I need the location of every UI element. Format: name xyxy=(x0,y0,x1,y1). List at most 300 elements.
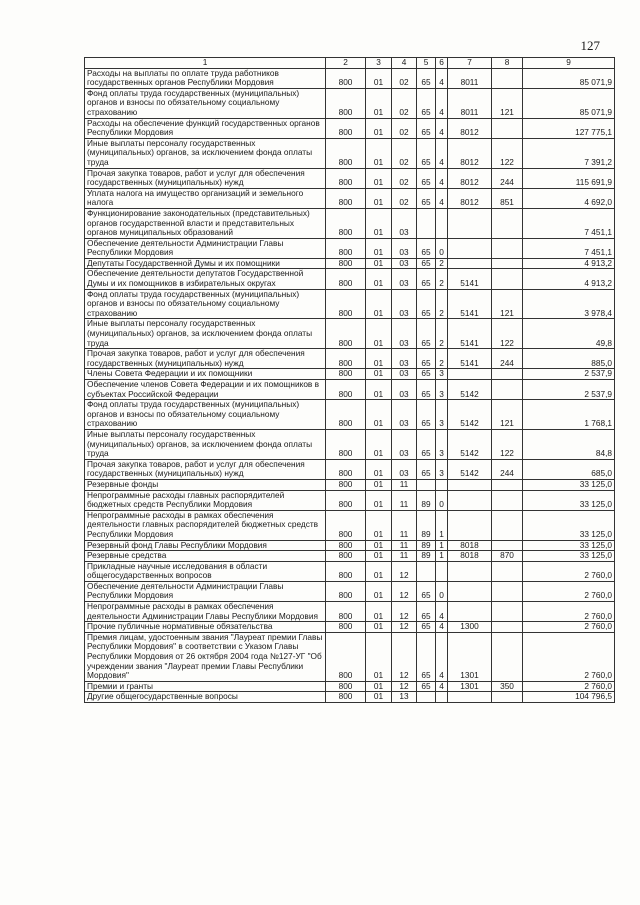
program-cell: 65 xyxy=(417,168,436,188)
row-name-cell: Обеспечение деятельности депутатов Государственной Думы и их помощников в избирательных округах xyxy=(85,269,326,289)
subprogram-cell: 0 xyxy=(436,490,448,510)
amount-cell: 85 071,9 xyxy=(523,68,615,88)
code-cell: 800 xyxy=(326,238,366,258)
code-cell: 800 xyxy=(326,289,366,319)
program-cell: 65 xyxy=(417,581,436,601)
expense-type-cell: 244 xyxy=(492,459,523,479)
code-cell: 800 xyxy=(326,88,366,118)
page-number: 127 xyxy=(580,38,600,53)
subsection-cell: 12 xyxy=(392,581,417,601)
subsection-cell: 02 xyxy=(392,168,417,188)
section-cell: 01 xyxy=(366,561,392,581)
code-cell: 800 xyxy=(326,258,366,269)
table-row xyxy=(85,349,615,369)
subprogram-cell: 4 xyxy=(436,632,448,681)
subprogram-cell: 2 xyxy=(436,258,448,269)
amount-cell: 33 125,0 xyxy=(523,551,615,562)
subprogram-cell xyxy=(436,561,448,581)
target-article-cell: 1301 xyxy=(448,632,492,681)
expense-type-cell xyxy=(492,490,523,510)
section-cell: 01 xyxy=(366,238,392,258)
amount-cell: 7 451,1 xyxy=(523,238,615,258)
expense-type-cell xyxy=(492,380,523,400)
target-article-cell: 5142 xyxy=(448,429,492,459)
code-cell: 800 xyxy=(326,581,366,601)
section-cell: 01 xyxy=(366,258,392,269)
subsection-cell: 13 xyxy=(392,692,417,703)
section-cell: 01 xyxy=(366,380,392,400)
section-cell: 01 xyxy=(366,622,392,633)
subprogram-cell: 4 xyxy=(436,88,448,118)
row-name-cell: Прикладные научные исследования в области общегосударственных вопросов xyxy=(85,561,326,581)
code-cell: 800 xyxy=(326,622,366,633)
subprogram-cell: 2 xyxy=(436,319,448,349)
subsection-cell: 11 xyxy=(392,540,417,551)
row-name-cell: Фонд оплаты труда государственных (муниципальных) органов и взносы по обязательному социальному страхованию xyxy=(85,88,326,118)
subsection-cell: 12 xyxy=(392,622,417,633)
table-row xyxy=(85,168,615,188)
expense-type-cell xyxy=(492,692,523,703)
code-cell: 800 xyxy=(326,380,366,400)
expense-type-cell: 122 xyxy=(492,429,523,459)
amount-cell: 4 913,2 xyxy=(523,258,615,269)
row-name-cell: Непрограммные расходы в рамках обеспечения деятельности главных распорядителей бюджетных средств Республики Мордовия xyxy=(85,510,326,540)
program-cell: 65 xyxy=(417,602,436,622)
row-name-cell: Резервные средства xyxy=(85,551,326,562)
program-cell: 65 xyxy=(417,349,436,369)
subsection-cell: 12 xyxy=(392,681,417,692)
code-cell: 800 xyxy=(326,459,366,479)
row-name-cell: Расходы на обеспечение функций государственных органов Республики Мордовия xyxy=(85,118,326,138)
amount-cell: 4 913,2 xyxy=(523,269,615,289)
subsection-cell: 03 xyxy=(392,400,417,430)
amount-cell: 2 537,9 xyxy=(523,380,615,400)
row-name-cell: Расходы на выплаты по оплате труда работников государственных органов Республики Мордовия xyxy=(85,68,326,88)
expense-type-cell xyxy=(492,238,523,258)
section-cell: 01 xyxy=(366,88,392,118)
program-cell: 65 xyxy=(417,68,436,88)
subsection-cell: 03 xyxy=(392,429,417,459)
header-cell: 1 xyxy=(85,58,326,69)
subprogram-cell: 1 xyxy=(436,551,448,562)
amount-cell: 84,8 xyxy=(523,429,615,459)
subprogram-cell: 0 xyxy=(436,238,448,258)
subprogram-cell: 2 xyxy=(436,269,448,289)
subprogram-cell: 4 xyxy=(436,138,448,168)
subsection-cell: 02 xyxy=(392,68,417,88)
subprogram-cell: 0 xyxy=(436,581,448,601)
expense-type-cell xyxy=(492,632,523,681)
subsection-cell: 11 xyxy=(392,490,417,510)
section-cell: 01 xyxy=(366,168,392,188)
row-name-cell: Непрограммные расходы главных распорядителей бюджетных средств Республики Мордовия xyxy=(85,490,326,510)
target-article-cell: 5141 xyxy=(448,319,492,349)
row-name-cell: Уплата налога на имущество организаций и земельного налога xyxy=(85,188,326,208)
section-cell: 01 xyxy=(366,692,392,703)
target-article-cell xyxy=(448,238,492,258)
table-row xyxy=(85,681,615,692)
section-cell: 01 xyxy=(366,400,392,430)
header-cell: 9 xyxy=(523,58,615,69)
subsection-cell: 03 xyxy=(392,269,417,289)
code-cell: 800 xyxy=(326,349,366,369)
code-cell: 800 xyxy=(326,602,366,622)
header-cell: 7 xyxy=(448,58,492,69)
amount-cell: 104 796,5 xyxy=(523,692,615,703)
expense-type-cell xyxy=(492,479,523,490)
expense-type-cell: 122 xyxy=(492,319,523,349)
target-article-cell xyxy=(448,479,492,490)
target-article-cell: 8018 xyxy=(448,540,492,551)
header-cell: 3 xyxy=(366,58,392,69)
code-cell: 800 xyxy=(326,551,366,562)
table-row xyxy=(85,258,615,269)
section-cell: 01 xyxy=(366,188,392,208)
expense-type-cell xyxy=(492,602,523,622)
program-cell: 65 xyxy=(417,238,436,258)
target-article-cell: 8012 xyxy=(448,168,492,188)
subsection-cell: 03 xyxy=(392,289,417,319)
target-article-cell: 8012 xyxy=(448,188,492,208)
table-row xyxy=(85,632,615,681)
table-row xyxy=(85,459,615,479)
expense-type-cell: 122 xyxy=(492,138,523,168)
table-row xyxy=(85,88,615,118)
code-cell: 800 xyxy=(326,510,366,540)
table-row xyxy=(85,188,615,208)
table-row xyxy=(85,289,615,319)
section-cell: 01 xyxy=(366,208,392,238)
target-article-cell xyxy=(448,258,492,269)
header-cell: 6 xyxy=(436,58,448,69)
row-name-cell: Иные выплаты персоналу государственных (муниципальных) органов, за исключением фонда оплаты труда xyxy=(85,138,326,168)
target-article-cell: 5142 xyxy=(448,400,492,430)
subsection-cell: 03 xyxy=(392,319,417,349)
amount-cell: 33 125,0 xyxy=(523,479,615,490)
header-cell: 5 xyxy=(417,58,436,69)
table-row xyxy=(85,561,615,581)
amount-cell: 7 391,2 xyxy=(523,138,615,168)
row-name-cell: Прочая закупка товаров, работ и услуг для обеспечения государственных (муниципальных) нужд xyxy=(85,168,326,188)
target-article-cell xyxy=(448,561,492,581)
expense-type-cell xyxy=(492,510,523,540)
amount-cell: 127 775,1 xyxy=(523,118,615,138)
program-cell: 65 xyxy=(417,380,436,400)
expense-type-cell xyxy=(492,561,523,581)
program-cell: 89 xyxy=(417,490,436,510)
amount-cell: 2 537,9 xyxy=(523,369,615,380)
code-cell: 800 xyxy=(326,319,366,349)
target-article-cell xyxy=(448,692,492,703)
target-article-cell: 8011 xyxy=(448,68,492,88)
program-cell: 65 xyxy=(417,118,436,138)
expense-type-cell xyxy=(492,581,523,601)
table-row xyxy=(85,208,615,238)
section-cell: 01 xyxy=(366,602,392,622)
code-cell: 800 xyxy=(326,138,366,168)
subprogram-cell: 4 xyxy=(436,622,448,633)
subsection-cell: 03 xyxy=(392,380,417,400)
amount-cell: 2 760,0 xyxy=(523,632,615,681)
program-cell: 65 xyxy=(417,400,436,430)
subprogram-cell: 3 xyxy=(436,429,448,459)
code-cell: 800 xyxy=(326,269,366,289)
row-name-cell: Фонд оплаты труда государственных (муниципальных) органов и взносы по обязательному социальному страхованию xyxy=(85,400,326,430)
code-cell: 800 xyxy=(326,632,366,681)
row-name-cell: Премия лицам, удостоенным звания "Лауреат премии Главы Республики Мордовия" в соответствии с Указом Главы Республики Мордовия от 26 октября 2004 года №127-УГ "Об учреждении звания "Лауреат премии Главы Республики Мордовия" xyxy=(85,632,326,681)
code-cell: 800 xyxy=(326,208,366,238)
program-cell xyxy=(417,561,436,581)
program-cell: 65 xyxy=(417,88,436,118)
expense-type-cell: 244 xyxy=(492,168,523,188)
table-row xyxy=(85,238,615,258)
subprogram-cell: 2 xyxy=(436,289,448,319)
row-name-cell: Премии и гранты xyxy=(85,681,326,692)
target-article-cell: 5141 xyxy=(448,289,492,319)
subprogram-cell: 2 xyxy=(436,349,448,369)
subsection-cell: 12 xyxy=(392,632,417,681)
target-article-cell xyxy=(448,602,492,622)
code-cell: 800 xyxy=(326,168,366,188)
row-name-cell: Резервный фонд Главы Республики Мордовия xyxy=(85,540,326,551)
amount-cell: 2 760,0 xyxy=(523,561,615,581)
expense-type-cell xyxy=(492,208,523,238)
expense-type-cell: 244 xyxy=(492,349,523,369)
target-article-cell: 8018 xyxy=(448,551,492,562)
amount-cell: 85 071,9 xyxy=(523,88,615,118)
program-cell: 89 xyxy=(417,510,436,540)
row-name-cell: Депутаты Государственной Думы и их помощники xyxy=(85,258,326,269)
amount-cell: 3 978,4 xyxy=(523,289,615,319)
subsection-cell: 03 xyxy=(392,208,417,238)
amount-cell: 2 760,0 xyxy=(523,602,615,622)
header-cell: 2 xyxy=(326,58,366,69)
table-row xyxy=(85,68,615,88)
amount-cell: 4 692,0 xyxy=(523,188,615,208)
table-row xyxy=(85,319,615,349)
expense-type-cell xyxy=(492,118,523,138)
header-row xyxy=(85,58,615,69)
code-cell: 800 xyxy=(326,540,366,551)
section-cell: 01 xyxy=(366,349,392,369)
subprogram-cell: 3 xyxy=(436,369,448,380)
row-name-cell: Иные выплаты персоналу государственных (муниципальных) органов, за исключением фонда оплаты труда xyxy=(85,319,326,349)
table-row xyxy=(85,490,615,510)
row-name-cell: Другие общегосударственные вопросы xyxy=(85,692,326,703)
program-cell: 65 xyxy=(417,289,436,319)
section-cell: 01 xyxy=(366,269,392,289)
table-row xyxy=(85,692,615,703)
row-name-cell: Прочая закупка товаров, работ и услуг для обеспечения государственных (муниципальных) нужд xyxy=(85,349,326,369)
header-cell: 4 xyxy=(392,58,417,69)
code-cell: 800 xyxy=(326,692,366,703)
target-article-cell: 8012 xyxy=(448,138,492,168)
section-cell: 01 xyxy=(366,632,392,681)
program-cell: 65 xyxy=(417,632,436,681)
subsection-cell: 12 xyxy=(392,602,417,622)
code-cell: 800 xyxy=(326,188,366,208)
code-cell: 800 xyxy=(326,369,366,380)
program-cell: 65 xyxy=(417,681,436,692)
program-cell: 65 xyxy=(417,138,436,168)
table-row xyxy=(85,369,615,380)
table-row xyxy=(85,540,615,551)
table-row xyxy=(85,138,615,168)
row-name-cell: Фонд оплаты труда государственных (муниципальных) органов и взносы по обязательному социальному страхованию xyxy=(85,289,326,319)
amount-cell: 2 760,0 xyxy=(523,681,615,692)
subsection-cell: 03 xyxy=(392,238,417,258)
code-cell: 800 xyxy=(326,479,366,490)
row-name-cell: Резервные фонды xyxy=(85,479,326,490)
table-row xyxy=(85,581,615,601)
subsection-cell: 02 xyxy=(392,118,417,138)
header-cell: 8 xyxy=(492,58,523,69)
expense-type-cell xyxy=(492,269,523,289)
code-cell: 800 xyxy=(326,490,366,510)
program-cell: 65 xyxy=(417,269,436,289)
expense-type-cell xyxy=(492,369,523,380)
code-cell: 800 xyxy=(326,68,366,88)
target-article-cell: 5142 xyxy=(448,459,492,479)
section-cell: 01 xyxy=(366,369,392,380)
program-cell xyxy=(417,479,436,490)
program-cell: 65 xyxy=(417,258,436,269)
expense-type-cell xyxy=(492,258,523,269)
subsection-cell: 12 xyxy=(392,561,417,581)
target-article-cell xyxy=(448,581,492,601)
code-cell: 800 xyxy=(326,681,366,692)
table-row xyxy=(85,400,615,430)
code-cell: 800 xyxy=(326,400,366,430)
target-article-cell: 1300 xyxy=(448,622,492,633)
amount-cell: 7 451,1 xyxy=(523,208,615,238)
expense-type-cell: 121 xyxy=(492,289,523,319)
section-cell: 01 xyxy=(366,68,392,88)
section-cell: 01 xyxy=(366,479,392,490)
subprogram-cell: 4 xyxy=(436,168,448,188)
section-cell: 01 xyxy=(366,118,392,138)
subprogram-cell: 3 xyxy=(436,380,448,400)
subsection-cell: 02 xyxy=(392,88,417,118)
subprogram-cell: 3 xyxy=(436,459,448,479)
subsection-cell: 03 xyxy=(392,349,417,369)
table-row xyxy=(85,380,615,400)
subsection-cell: 11 xyxy=(392,551,417,562)
subprogram-cell: 4 xyxy=(436,118,448,138)
section-cell: 01 xyxy=(366,289,392,319)
subprogram-cell xyxy=(436,692,448,703)
program-cell: 65 xyxy=(417,188,436,208)
expense-type-cell: 870 xyxy=(492,551,523,562)
subsection-cell: 03 xyxy=(392,369,417,380)
target-article-cell: 5141 xyxy=(448,349,492,369)
section-cell: 01 xyxy=(366,581,392,601)
amount-cell: 2 760,0 xyxy=(523,622,615,633)
target-article-cell: 8012 xyxy=(448,118,492,138)
program-cell: 65 xyxy=(417,319,436,349)
subsection-cell: 11 xyxy=(392,479,417,490)
section-cell: 01 xyxy=(366,490,392,510)
table-row xyxy=(85,269,615,289)
row-name-cell: Иные выплаты персоналу государственных (муниципальных) органов, за исключением фонда оплаты труда xyxy=(85,429,326,459)
subprogram-cell: 4 xyxy=(436,68,448,88)
budget-table xyxy=(84,57,615,703)
subprogram-cell xyxy=(436,479,448,490)
subsection-cell: 02 xyxy=(392,138,417,168)
table-row xyxy=(85,551,615,562)
target-article-cell: 5142 xyxy=(448,380,492,400)
section-cell: 01 xyxy=(366,429,392,459)
row-name-cell: Функционирование законодательных (представительных) органов государственной власти и представительных органов муниципальных образований xyxy=(85,208,326,238)
section-cell: 01 xyxy=(366,551,392,562)
target-article-cell xyxy=(448,369,492,380)
table-row xyxy=(85,510,615,540)
amount-cell: 33 125,0 xyxy=(523,490,615,510)
expense-type-cell: 121 xyxy=(492,400,523,430)
row-name-cell: Непрограммные расходы в рамках обеспечения деятельности Администрации Главы Республики Мордовия xyxy=(85,602,326,622)
amount-cell: 885,0 xyxy=(523,349,615,369)
section-cell: 01 xyxy=(366,540,392,551)
program-cell: 89 xyxy=(417,551,436,562)
amount-cell: 115 691,9 xyxy=(523,168,615,188)
program-cell: 89 xyxy=(417,540,436,551)
subprogram-cell: 3 xyxy=(436,400,448,430)
row-name-cell: Обеспечение деятельности Администрации Главы Республики Мордовия xyxy=(85,238,326,258)
expense-type-cell xyxy=(492,540,523,551)
target-article-cell xyxy=(448,510,492,540)
row-name-cell: Обеспечение деятельности Администрации Главы Республики Мордовия xyxy=(85,581,326,601)
target-article-cell: 5141 xyxy=(448,269,492,289)
row-name-cell: Прочие публичные нормативные обязательства xyxy=(85,622,326,633)
section-cell: 01 xyxy=(366,138,392,168)
section-cell: 01 xyxy=(366,319,392,349)
subsection-cell: 02 xyxy=(392,188,417,208)
subsection-cell: 03 xyxy=(392,258,417,269)
table-row xyxy=(85,429,615,459)
section-cell: 01 xyxy=(366,459,392,479)
row-name-cell: Прочая закупка товаров, работ и услуг для обеспечения государственных (муниципальных) нужд xyxy=(85,459,326,479)
subprogram-cell: 4 xyxy=(436,188,448,208)
code-cell: 800 xyxy=(326,118,366,138)
expense-type-cell xyxy=(492,68,523,88)
table-row xyxy=(85,602,615,622)
program-cell: 65 xyxy=(417,459,436,479)
code-cell: 800 xyxy=(326,561,366,581)
subsection-cell: 11 xyxy=(392,510,417,540)
target-article-cell: 1301 xyxy=(448,681,492,692)
program-cell xyxy=(417,208,436,238)
expense-type-cell: 851 xyxy=(492,188,523,208)
subsection-cell: 03 xyxy=(392,459,417,479)
expense-type-cell xyxy=(492,622,523,633)
program-cell: 65 xyxy=(417,429,436,459)
program-cell: 65 xyxy=(417,369,436,380)
target-article-cell xyxy=(448,490,492,510)
row-name-cell: Обеспечение членов Совета Федерации и их помощников в субъектах Российской Федерации xyxy=(85,380,326,400)
target-article-cell: 8011 xyxy=(448,88,492,118)
subprogram-cell: 4 xyxy=(436,681,448,692)
section-cell: 01 xyxy=(366,510,392,540)
expense-type-cell: 121 xyxy=(492,88,523,118)
subprogram-cell: 1 xyxy=(436,510,448,540)
amount-cell: 49,8 xyxy=(523,319,615,349)
table-row xyxy=(85,118,615,138)
program-cell xyxy=(417,692,436,703)
amount-cell: 685,0 xyxy=(523,459,615,479)
subprogram-cell xyxy=(436,208,448,238)
table-row xyxy=(85,479,615,490)
program-cell: 65 xyxy=(417,622,436,633)
